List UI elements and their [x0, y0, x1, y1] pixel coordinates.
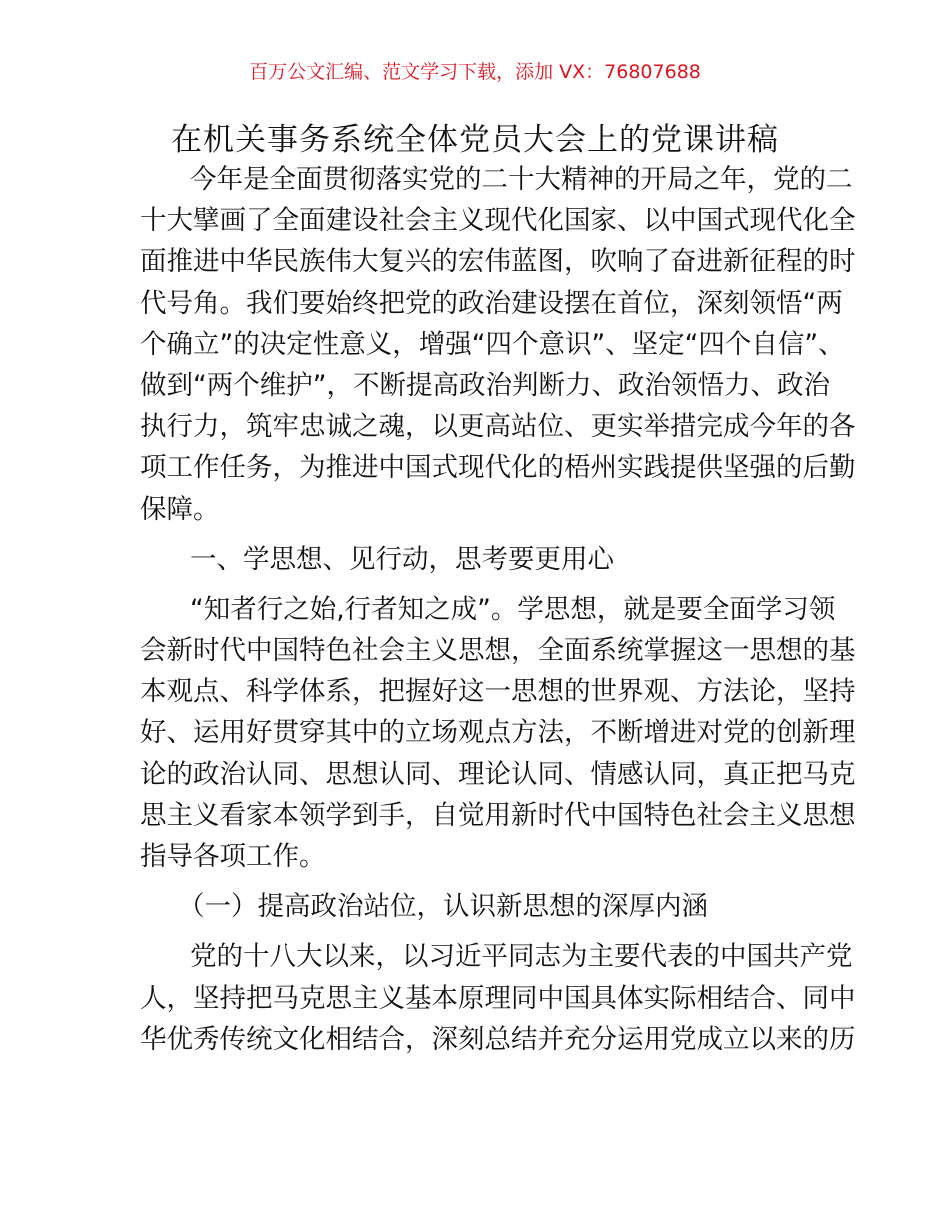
text-line: 项工作任务，为推进中国式现代化的梧州实践提供坚强的后勤	[140, 452, 856, 484]
text-line: “知者行之始,行者知之成”。学思想，就是要全面学习领	[190, 593, 836, 625]
paragraph-18th-congress	[140, 936, 856, 1060]
watermark-header: 百万公文汇编、范文学习下载，添加 VX：76807688	[249, 61, 701, 83]
text-line: 好、运用好贯穿其中的立场观点方法，不断增进对党的创新理	[140, 717, 856, 749]
text-line: 今年是全面贯彻落实党的二十大精神的开局之年，党的二	[190, 164, 853, 195]
text-line: 十大擘画了全面建设社会主义现代化国家、以中国式现代化全	[140, 205, 856, 237]
paragraph-study	[140, 589, 856, 877]
text-line: 党的十八大以来，以习近平同志为主要代表的中国共产党	[190, 941, 853, 973]
text-line: 本观点、科学体系，把握好这一思想的世界观、方法论，坚持	[140, 676, 856, 708]
text-line: 华优秀传统文化相结合，深刻总结并充分运用党成立以来的历	[140, 1023, 856, 1055]
section-heading: 一、学思想、见行动，思考要更用心	[190, 543, 614, 575]
text-line: 面推进中华民族伟大复兴的宏伟蓝图，吹响了奋进新征程的时	[140, 246, 856, 278]
text-line: 保障。	[140, 493, 220, 525]
subsection-heading: （一）提高政治站位，认识新思想的深厚内涵	[178, 891, 708, 923]
text-line: 代号角。我们要始终把党的政治建设摆在首位，深刻领悟“两	[140, 287, 843, 319]
text-line: 会新时代中国特色社会主义思想，全面系统掌握这一思想的基	[140, 635, 856, 667]
text-line: 思主义看家本领学到手，自觉用新时代中国特色社会主义思想	[140, 799, 856, 831]
text-line: 论的政治认同、思想认同、理论认同、情感认同，真正把马克	[140, 758, 856, 790]
document-body	[140, 159, 856, 1060]
text-line: 执行力，筑牢忠诚之魂，以更高站位、更实举措完成今年的各	[140, 411, 856, 443]
text-line: 人，坚持把马克思主义基本原理同中国具体实际相结合、同中	[140, 982, 856, 1014]
paragraph-intro	[140, 159, 856, 530]
text-line: 做到“两个维护”，不断提高政治判断力、政治领悟力、政治	[140, 369, 830, 401]
document-title: 在机关事务系统全体党员大会上的党课讲稿	[171, 122, 779, 158]
text-line: 指导各项工作。	[140, 841, 326, 872]
text-line: 个确立”的决定性意义，增强“四个意识”、坚定“四个自信”、	[140, 328, 845, 360]
